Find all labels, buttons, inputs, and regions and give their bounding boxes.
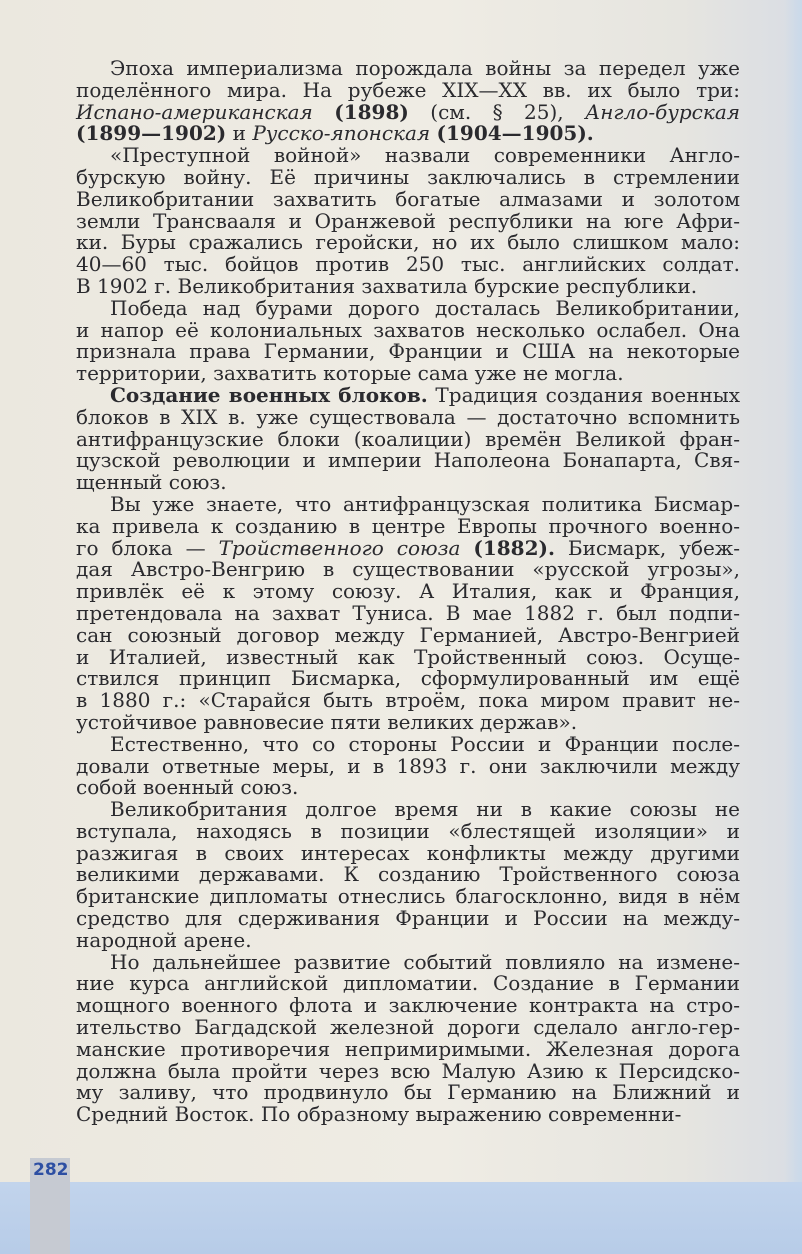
text-line [76, 949, 740, 974]
body-text [76, 58, 740, 1126]
text-run: 40—60 тыс. бойцов против 250 тыс. английских солдат. [76, 252, 740, 277]
text-run: Вы уже знаете, что антифранцузская политика Бисмар- [110, 491, 740, 516]
text-run: манские противоречия непримиримыми. Железная дорога [76, 1036, 740, 1061]
text-line [76, 709, 740, 734]
italic-text: Англо-бурская [585, 99, 740, 124]
text-run: довали ответные меры, и в 1893 г. они заключили между [76, 753, 740, 778]
text-line [76, 799, 740, 821]
para-britain-isolation [76, 799, 740, 952]
text-run: Великобритании захватить богатые алмазами и золотом [76, 186, 740, 211]
para-russia-france [76, 731, 740, 800]
text-line [76, 731, 740, 756]
text-run: Средний Восток. По образному выражению современни- [76, 1102, 682, 1127]
para-triple-alliance [76, 491, 741, 734]
text-line [76, 472, 740, 494]
bold-text: (1882). [473, 535, 555, 560]
text-run: Победа над бурами дорого досталась Великобритании, [110, 295, 740, 320]
para-victory-over-boers [76, 295, 740, 386]
text-run: средство для сдерживания Франции и России на между- [76, 906, 740, 931]
text-line [76, 99, 740, 124]
text-run: ствился принцип Бисмарка, сформулированный им ещё [76, 666, 740, 691]
bold-text: Создание военных блоков. [110, 382, 428, 407]
text-line [76, 317, 740, 342]
text-run: го блока — [76, 535, 219, 560]
text-run [313, 100, 334, 124]
text-line [76, 1058, 740, 1083]
text-line [76, 295, 740, 320]
text-line [76, 818, 740, 843]
text-line [76, 58, 740, 80]
text-line [76, 513, 740, 538]
footer-band [0, 1182, 802, 1254]
text-run: Бисмарк, убеж- [554, 535, 741, 560]
italic-text: Русско-японская [252, 121, 431, 146]
text-run: бурскую войну. Её причины заключались в стремлении [76, 164, 740, 189]
bold-text: (1904—1905). [436, 121, 594, 146]
text-run: щенный союз. [76, 470, 227, 495]
text-run: ка привела к созданию в центре Европы прочного военно- [76, 513, 740, 538]
text-run: цузской революции и империи Наполеона Бонапарта, Свя- [76, 448, 740, 473]
text-line [76, 908, 740, 930]
page-number: 282 [33, 1160, 69, 1180]
italic-text: Тройственного союза [218, 535, 461, 560]
bold-text: (1898) [334, 99, 409, 124]
text-run: устойчивое равновесие пяти великих держав». [76, 709, 578, 734]
text-run: антифранцузские блоки (коалиции) времён Великой фран- [76, 426, 740, 451]
text-run: Великобритания долгое время ни в какие союзы не [110, 797, 740, 822]
text-run: народной арене. [76, 927, 252, 952]
text-run: Традиция создания военных [427, 382, 740, 407]
text-run: ительство Багдадской железной дороги сделало англо-гер- [76, 1015, 740, 1040]
text-run: дая Австро-Венгрию в существовании «русской угрозы», [76, 557, 740, 582]
text-run: Но дальнейшее развитие событий повлияло на измене- [110, 949, 740, 974]
text-run: и Италией, известный как Тройственный союз. Осуще- [76, 644, 740, 669]
text-line [76, 690, 740, 712]
text-line [76, 404, 740, 429]
text-line [76, 600, 740, 625]
text-line [76, 145, 740, 167]
text-line [76, 886, 740, 908]
text-run [460, 536, 473, 560]
para-military-blocs [76, 382, 740, 495]
para-boer-war [76, 145, 740, 298]
text-line [76, 1082, 740, 1104]
text-line [76, 777, 740, 799]
text-line [76, 644, 740, 669]
text-run: территории, захватить которые сама уже не могла. [76, 361, 624, 386]
text-run: и [226, 121, 253, 146]
text-line [76, 535, 741, 560]
text-run: (см. § 25), [408, 99, 586, 124]
text-line [76, 581, 740, 603]
text-run: сан союзный договор между Германией, Австро-Венгрией [76, 622, 740, 647]
text-run: земли Трансвааля и Оранжевой республики на юге Афри- [76, 208, 740, 233]
text-line [76, 341, 740, 363]
bold-text: (1899—1902) [76, 121, 227, 146]
text-run: привлёк её к этому союзу. А Италия, как и Франция, [76, 579, 740, 604]
text-run: Эпоха империализма порождала войны за передел уже [110, 56, 740, 80]
text-run: ние курса английской дипломатии. Создание в Германии [76, 971, 740, 996]
text-line [76, 1036, 740, 1061]
text-line [76, 254, 740, 276]
text-run: поделённого мира. На рубеже XIX—XX вв. их было три: [76, 77, 740, 102]
text-line [76, 1104, 740, 1126]
text-run: в 1880 г.: «Старайся быть втроём, пока миром правит не- [76, 688, 740, 713]
text-line [76, 450, 740, 472]
text-line [76, 273, 740, 298]
para-imperialism-wars [76, 58, 740, 145]
text-line [76, 864, 740, 886]
italic-text: Испано-американская [76, 99, 313, 124]
text-line [76, 559, 740, 581]
text-line [76, 1017, 740, 1039]
text-run: разжигая в своих интересах конфликты между другими [76, 840, 740, 865]
text-run: признала права Германии, Франции и США на некоторые [76, 339, 740, 364]
text-line [76, 668, 740, 690]
text-run: претендовала на захват Туниса. В мае 1882 г. был подпи- [76, 600, 740, 625]
text-line [76, 491, 740, 516]
text-line [76, 426, 740, 451]
text-line [76, 232, 740, 254]
text-line [76, 753, 740, 778]
text-run: блоков в XIX в. уже существовала — достаточно вспомнить [76, 404, 740, 429]
text-run: ки. Буры сражались геройски, но их было слишком мало: [76, 230, 740, 255]
text-run: и напор её колониальных захватов несколько ослабел. Она [76, 317, 740, 342]
text-run: «Преступной войной» назвали современники Англо- [110, 143, 740, 168]
text-run: вступала, находясь в позиции «блестящей изоляции» и [76, 818, 740, 843]
text-run: му заливу, что продвинуло бы Германию на Ближний и [76, 1080, 740, 1105]
text-run: британские дипломаты отнеслись благосклонно, видя в нём [76, 884, 740, 909]
text-run: собой военный союз. [76, 775, 299, 800]
text-run: В 1902 г. Великобритания захватила бурские республики. [76, 273, 698, 298]
text-line [76, 186, 740, 211]
text-line [76, 382, 740, 407]
text-line [76, 123, 740, 145]
text-line [76, 164, 740, 189]
text-line [76, 840, 740, 865]
text-run: мощного военного флота и заключение контракта на стро- [76, 993, 740, 1018]
text-line [76, 973, 740, 995]
text-run: должна была пройти через всю Малую Азию к Персидско- [76, 1058, 740, 1083]
text-line [76, 363, 740, 385]
text-line [76, 927, 740, 952]
text-run: великими державами. К созданию Тройственного союза [76, 862, 740, 887]
text-run: Естественно, что со стороны России и Франции после- [110, 731, 740, 756]
text-line [76, 77, 740, 102]
page-edge [784, 0, 802, 1254]
text-line [76, 995, 740, 1017]
text-line [76, 208, 740, 233]
text-line [76, 622, 740, 647]
para-further-developments [76, 949, 740, 1127]
